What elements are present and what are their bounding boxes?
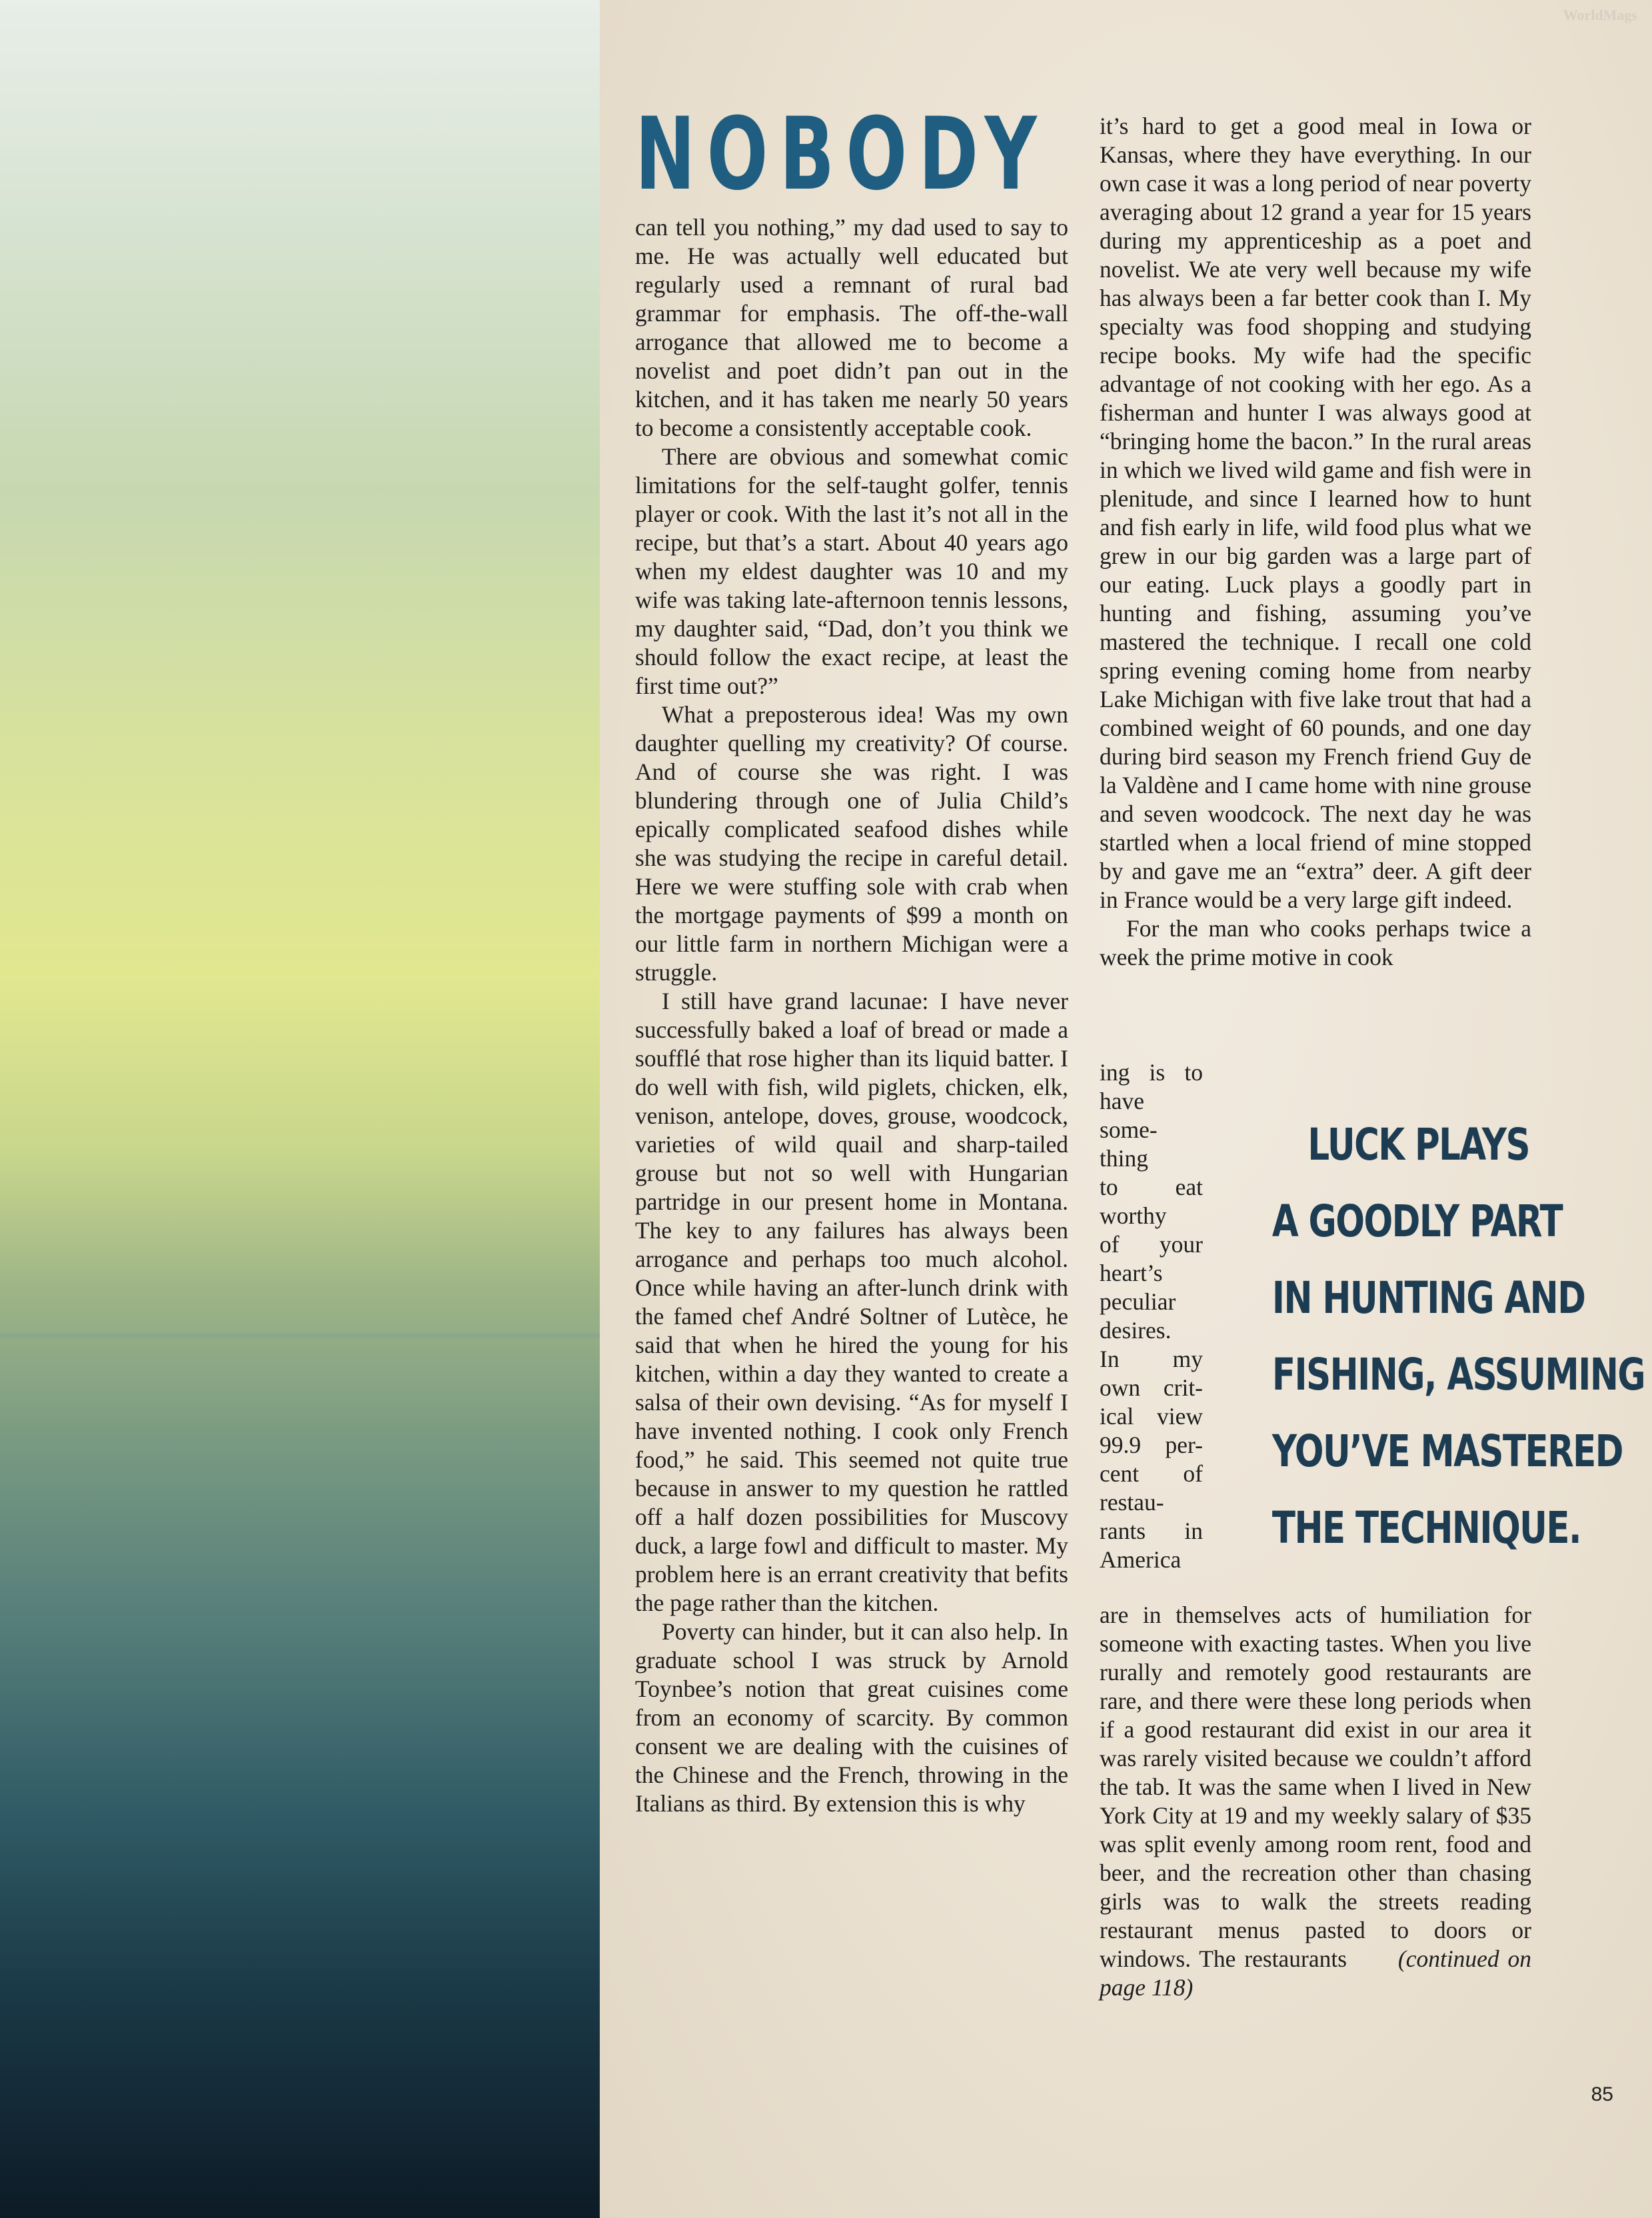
pull-quote-line: FISHING, ASSUMING: [1271, 1349, 1645, 1400]
wrap-line: heart’s: [1100, 1260, 1163, 1286]
paragraph: There are obvious and somewhat comic limitations for the self-taught golfer, tennis player or cook. With the last it’s not all in the recipe, but that’s a start. About 40 years ago when my eldest daughter was 10 and my wife was taking late-afternoon tennis lessons, my daughter said, “Dad, don’t you think we should follow the exact recipe, at least the first time out?”: [635, 443, 1068, 699]
wrap-line: rants in: [1100, 1518, 1203, 1544]
wrap-line: peculiar: [1100, 1288, 1176, 1315]
wrap-line: to eat: [1100, 1174, 1203, 1200]
wrap-line: some-: [1100, 1116, 1158, 1143]
landscape-photo: [0, 0, 600, 2218]
page-number: 85: [1591, 2083, 1613, 2105]
watermark: WorldMags: [1563, 7, 1637, 23]
text-column-2-continued: [1100, 1601, 1531, 2002]
wrap-line: have: [1100, 1088, 1145, 1114]
wrap-line: ical view: [1100, 1403, 1203, 1430]
paragraph: For the man who cooks perhaps twice a week the prime motive in cook: [1100, 915, 1531, 970]
wrap-line: 99.9 per-: [1100, 1432, 1203, 1458]
wrap-line: thing: [1100, 1145, 1148, 1172]
paragraph: can tell you nothing,” my dad used to say to me. He was actually well educated but regularly used a remnant of rural bad grammar for emphasis. The off-the-wall arrogance that allowed me to become a novelist and poet didn’t pan out in the kitchen, and it has taken me nearly 50 years to become a consistently acceptable cook.: [635, 214, 1068, 441]
wrap-line: In my: [1100, 1346, 1203, 1372]
wrap-line: ing is to: [1100, 1059, 1203, 1086]
pull-quote-line: LUCK PLAYS: [1307, 1119, 1529, 1170]
wrap-line: own crit-: [1100, 1374, 1203, 1401]
wrap-line: worthy: [1100, 1202, 1167, 1229]
paragraph: Poverty can hinder, but it can also help. In graduate school I was struck by Arnold Toynbee’s notion that great cuisines come from an economy of scarcity. By common consent we are dealing with the cuisines of the Chinese and the French, throwing in the Italians as third. By extension this is why: [635, 1618, 1068, 1817]
pull-quote: [1200, 1106, 1645, 1573]
paragraph: What a preposterous idea! Was my own daughter quelling my creativity? Of course. And of course she was right. I was blundering through one of Julia Child’s epically complicated seafood dishes while she was studying the recipe in careful detail. Here we were stuffing sole with crab when the mortgage payments of $99 a month on our little farm in northern Michigan were a struggle.: [635, 701, 1068, 986]
text-column-2: [1100, 112, 1531, 972]
pull-quote-line: YOU’VE MASTERED: [1271, 1426, 1623, 1477]
pull-quote-line: THE TECHNIQUE.: [1271, 1502, 1581, 1554]
wrap-line: restau-: [1100, 1489, 1164, 1516]
wrap-line: of your: [1100, 1231, 1203, 1258]
drop-headline: NOBODY: [635, 97, 1049, 213]
wrap-line: desires.: [1100, 1317, 1172, 1344]
paragraph: it’s hard to get a good meal in Iowa or Kansas, where they have everything. In our own case it was a long period of near poverty averaging about 12 grand a year for 15 years during my apprenticeship as a poet and novelist. We ate very well because my wife has always been a far better cook than I. My specialty was food shopping and studying recipe books. My wife had the specific advantage of not cooking with her ego. As a fisherman and hunter I was always good at “bringing home the bacon.” In the rural areas in which we lived wild game and fish were in plenitude, and since I learned how to hunt and fish early in life, wild food plus what we grew in our big garden was a large part of our eating. Luck plays a goodly part in hunting and fishing, assuming you’ve mastered the technique. I recall one cold spring evening coming home from nearby Lake Michigan with five lake trout that had a combined weight of 60 pounds, and one day during bird season my French friend Guy de la Valdène and I came home with nine grouse and seven woodcock. The next day he was startled when a local friend of mine stopped by and gave me an “extra” deer. A gift deer in France would be a very large gift indeed.: [1100, 113, 1531, 913]
pull-quote-line: IN HUNTING AND: [1271, 1272, 1585, 1324]
pull-quote-line: A GOODLY PART: [1271, 1196, 1563, 1247]
paragraph: [1100, 1601, 1531, 2002]
wrap-line: cent of: [1100, 1460, 1203, 1487]
paragraph-text: are in themselves acts of humiliation for someone with exacting tastes. When you live rurally and remotely good restaurants are rare, and there were these long periods when if a good restaurant did exist in our area it was rarely visited because we couldn’t afford the tab. It was the same when I lived in New York City at 19 and my weekly salary of $35 was split evenly among room rent, food and beer, and the recreation other than chasing girls was to walk the streets reading restaurant menus pasted to doors or windows. The restaurants: [1100, 1602, 1531, 1972]
paragraph: I still have grand lacunae: I have never successfully baked a loaf of bread or made a soufflé that rose higher than its liquid batter. I do well with fish, wild piglets, chicken, elk, venison, antelope, doves, grouse, woodcock, varieties of wild quail and sharp-tailed grouse but not so well with Hungarian partridge in our present home in Montana. The key to any failures has always been arrogance and perhaps too much alcohol. Once while having an after-lunch drink with the famed chef André Soltner of Lutèce, he said that when he hired the young for his kitchen, within a day they wanted to create a salsa of their own devising. “As for myself I have invented nothing. I cook only French food,” he said. This seemed not quite true because in answer to my question he rattled off a half dozen possibilities for Muscovy duck, a large fowl and difficult to master. My problem here is an errant creativity that befits the page rather than the kitchen.: [635, 988, 1068, 1616]
text-column-1: [635, 213, 1068, 1818]
continued-note: (continued on page 118): [1100, 1945, 1531, 2001]
narrow-text-wrap: [1100, 1058, 1203, 1574]
wrap-line: America: [1100, 1546, 1182, 1573]
